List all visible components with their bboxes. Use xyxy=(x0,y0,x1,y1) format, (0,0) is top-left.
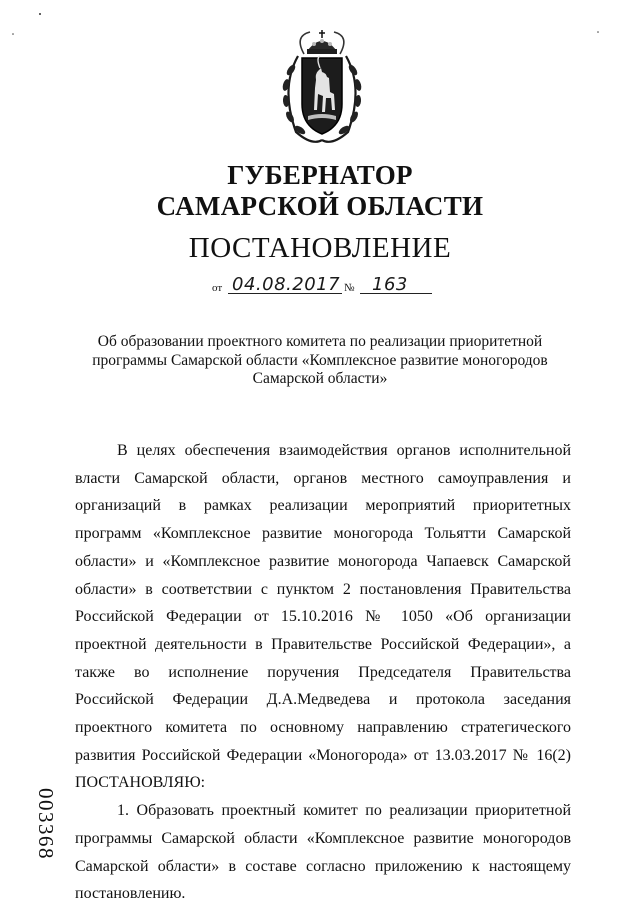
margin-stamp-number: 003368 xyxy=(34,788,58,860)
body-paragraph: 1. Образовать проектный комитет по реализации приоритетной программы Самарской области «Комплексное развитие моногородов Самарской области» в составе согласно приложению к настоящему постановлению. xyxy=(75,802,571,903)
handwritten-number: 163 xyxy=(372,274,408,295)
number-label: № xyxy=(344,282,355,294)
from-label: от xyxy=(212,282,223,294)
document-body xyxy=(75,437,571,908)
authority-title-line1: ГУБЕРНАТОР xyxy=(227,160,413,190)
document-title: Об образовании проектного комитета по реализации приоритетной программы Самарской области «Комплексное развитие моногородов Самарской области» xyxy=(92,333,548,387)
coat-of-arms-emblem xyxy=(274,28,370,148)
document-type-heading: ПОСТАНОВЛЕНИЕ xyxy=(188,232,452,264)
body-paragraph: В целях обеспечения взаимодействия органов исполнительной власти Самарской области, органов местного самоуправления и организаций в рамках реализации мероприятий приоритетных программ «Комплексное развитие моногорода Тольятти Самарской области» и «Комплексное развитие моногорода Чапаевск Самарской области» в соответствии с пунктом 2 постановления Правительства Российской Федерации от 15.10.2016 № 1050 «Об организации проектной деятельности в Правительстве Российской Федерации», а также во исполнение поручения Председателя Правительства Российской Федерации Д.А.Медведева и протокола заседания проектного комитета по основному направлению стратегического развития Российской Федерации «Моногорода» от 13.03.2017 № 16(2) ПОСТАНОВЛЯЮ: xyxy=(75,442,571,792)
handwritten-date: 04.08.2017 xyxy=(232,274,341,295)
authority-title-line2: САМАРСКОЙ ОБЛАСТИ xyxy=(156,191,484,221)
